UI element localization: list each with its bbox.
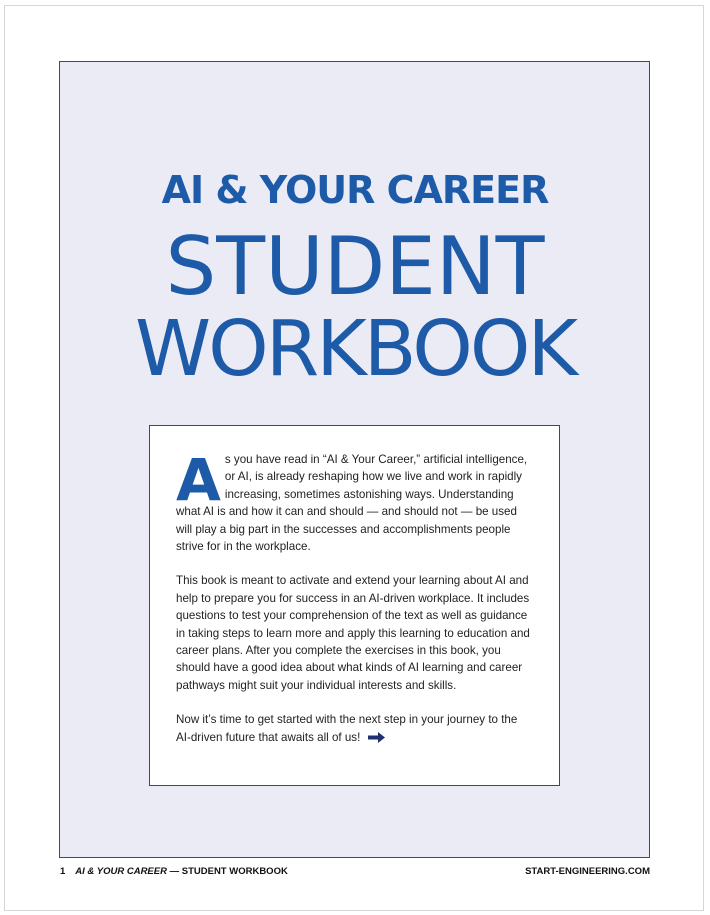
intro-paragraph-3-text: Now it’s time to get started with the next step in your journey to the AI-driven future that awaits all of us! xyxy=(176,713,518,744)
drop-cap: A xyxy=(176,446,221,514)
footer-book-title: AI & YOUR CAREER xyxy=(75,866,167,877)
arrow-right-icon xyxy=(368,732,385,743)
cover-title-student: STUDENT xyxy=(165,220,545,313)
intro-paragraph-3 xyxy=(176,711,533,746)
page-number: 1 xyxy=(60,866,66,877)
cover-title-workbook: WORKBOOK xyxy=(135,305,575,394)
intro-paragraph-1-text: s you have read in “AI & Your Career,” artificial intelligence, or AI, is already reshaping how we live and work in rapidly increasing, sometimes astonishing ways. Understanding what AI is and how it can and should — and should not — be used will play a big part in the successes and accomplishments people strive for in the workplace. xyxy=(176,453,528,554)
intro-paragraph-1 xyxy=(176,446,533,555)
page-footer xyxy=(60,865,650,879)
cover-headline: AI & YOUR CAREER xyxy=(161,168,549,212)
footer-left xyxy=(60,865,288,879)
intro-paragraph-2: This book is meant to activate and extend your learning about AI and help to prepare you for success in an AI-driven workplace. It includes questions to test your comprehension of the text as well as guidance in taking steps to learn more and apply this learning to education and career plans. After you complete the exercises in this book, you should have a good idea about what kinds of AI learning and career pathways might suit your individual interests and skills. xyxy=(176,574,530,692)
intro-text-box xyxy=(149,425,560,786)
footer-book-subtitle: — STUDENT WORKBOOK xyxy=(166,866,288,877)
footer-website: START-ENGINEERING.COM xyxy=(525,866,650,877)
